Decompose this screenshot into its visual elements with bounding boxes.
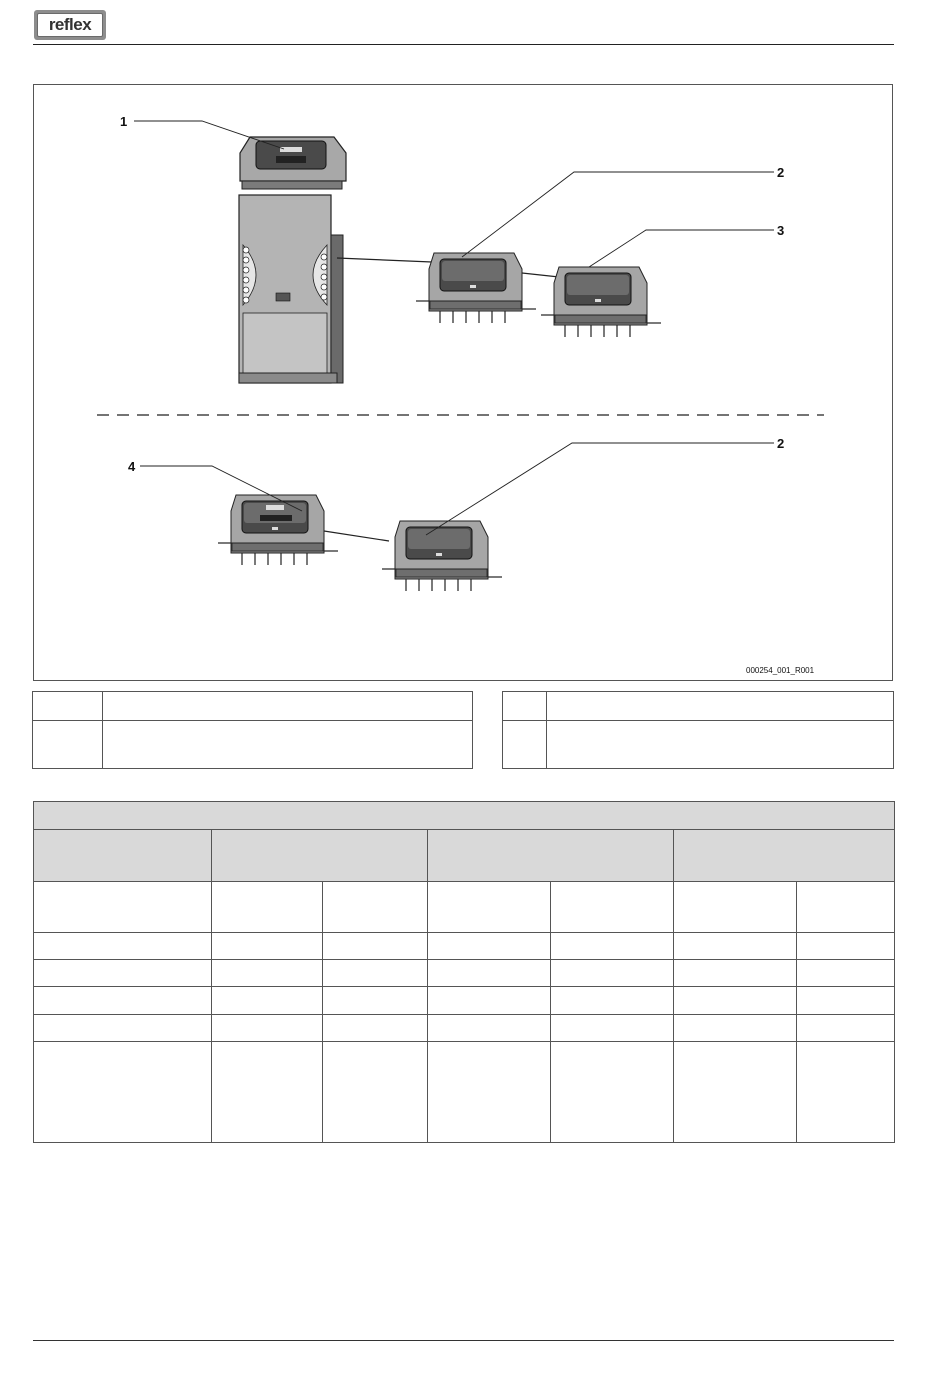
footer-rule — [33, 1340, 894, 1341]
figure-code: 000254_001_R001 — [746, 666, 815, 675]
table-group-header-3 — [428, 830, 674, 882]
callout-3: 3 — [777, 223, 785, 238]
table-group-header-2 — [212, 830, 428, 882]
data-table — [33, 801, 895, 1143]
table-row — [34, 1042, 895, 1143]
table-group-header-4 — [674, 830, 895, 882]
table-group-header-1 — [34, 830, 212, 882]
callout-2-bottom: 2 — [777, 436, 785, 451]
device-figure — [33, 84, 893, 681]
table-row — [34, 882, 895, 933]
header-rule — [33, 44, 894, 45]
table-row — [34, 987, 895, 1015]
io-module-bottom — [382, 521, 502, 591]
callout-4: 4 — [128, 459, 136, 474]
table-title — [34, 802, 895, 830]
table-row — [34, 1015, 895, 1042]
callout-1: 1 — [120, 114, 128, 129]
legend-left — [32, 691, 473, 769]
control-module — [218, 495, 338, 565]
brand-name: reflex — [37, 13, 103, 37]
io-module-extension — [541, 267, 661, 337]
table-row — [34, 933, 895, 960]
io-module-top — [416, 253, 536, 323]
reflex-logo — [34, 10, 106, 40]
table-row — [34, 960, 895, 987]
control-cabinet — [239, 137, 346, 383]
device-illustration — [34, 85, 894, 682]
callout-2: 2 — [777, 165, 785, 180]
legend-right — [502, 691, 894, 769]
